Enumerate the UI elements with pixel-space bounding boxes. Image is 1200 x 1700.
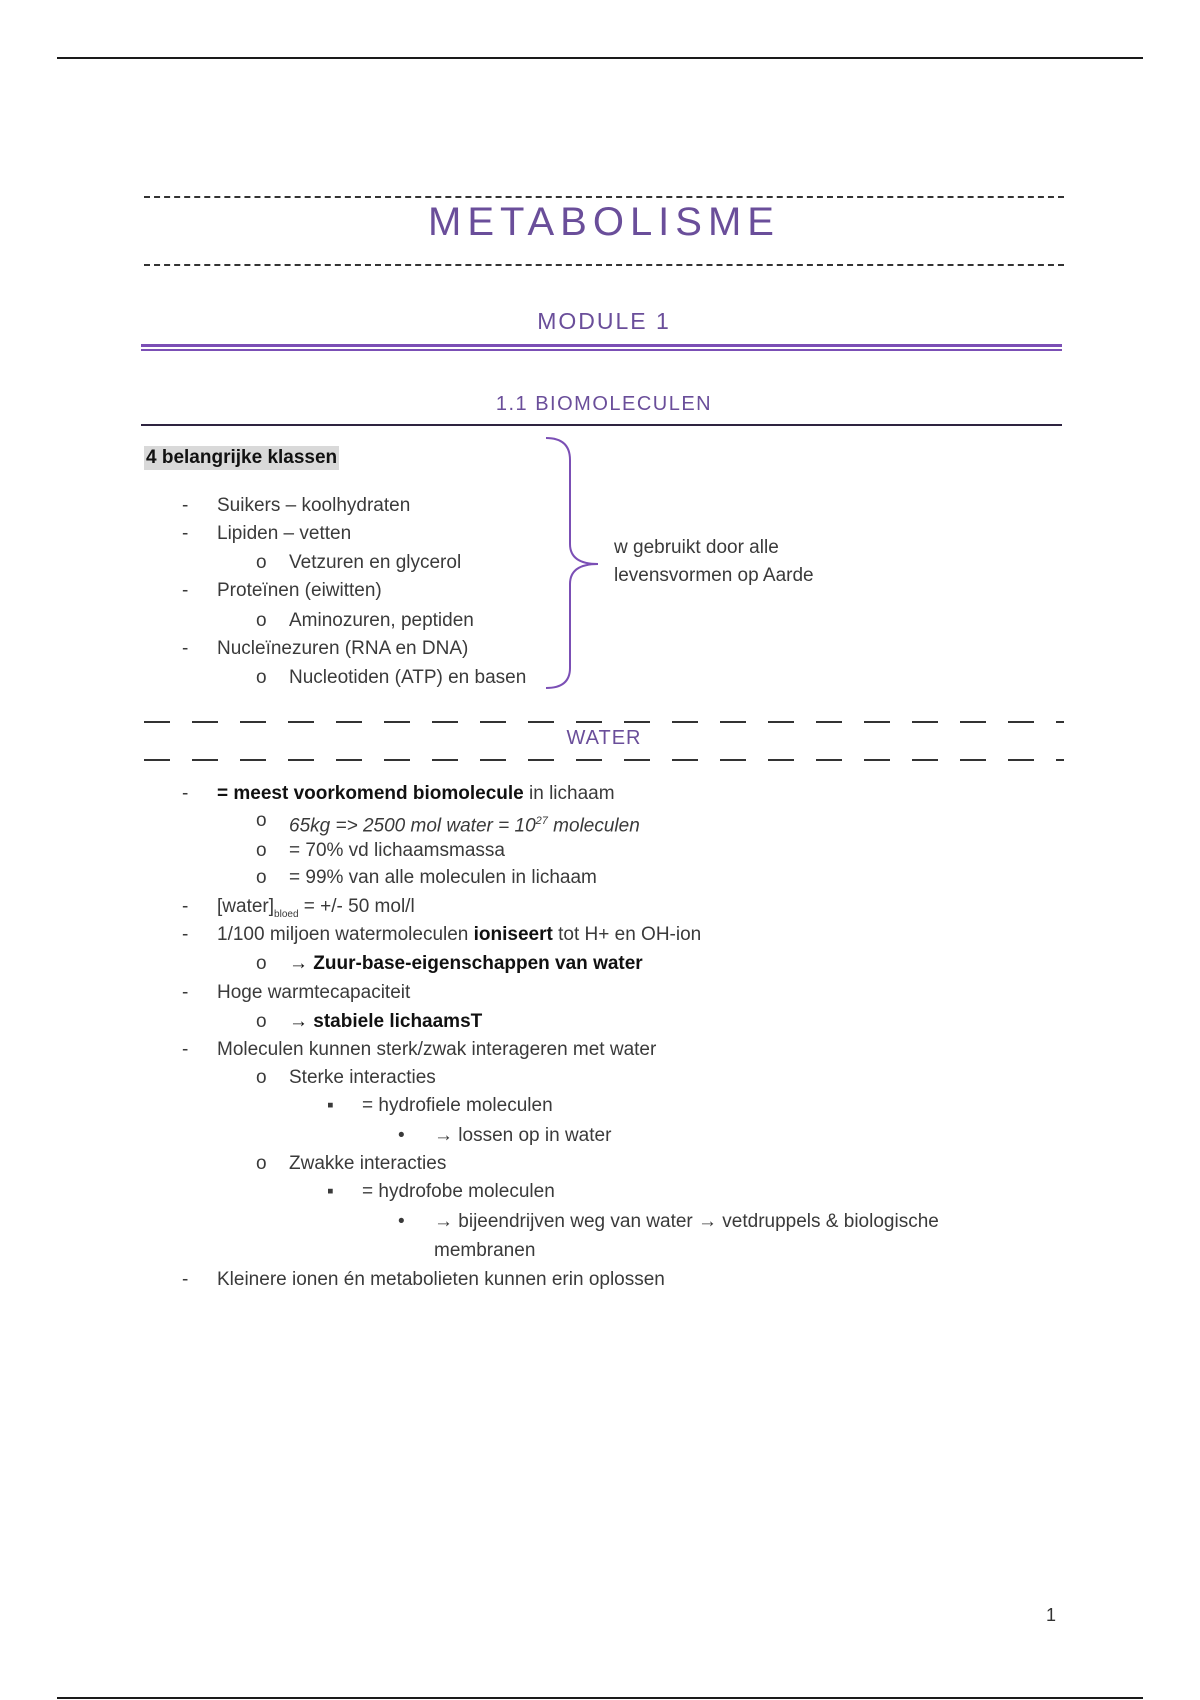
list-marker: - xyxy=(182,982,189,1003)
list-marker: - xyxy=(182,638,189,659)
list-marker: o xyxy=(256,1011,267,1032)
list-item: Hoge warmtecapaciteit xyxy=(217,982,411,1003)
list-marker: o xyxy=(256,1067,267,1088)
list-marker: • xyxy=(398,1211,405,1232)
list-marker: ▪ xyxy=(327,1095,334,1116)
list-item xyxy=(289,809,640,838)
section-rule xyxy=(141,424,1062,426)
list-marker: o xyxy=(256,610,267,631)
list-marker: - xyxy=(182,783,189,804)
klassen-heading: 4 belangrijke klassen xyxy=(146,447,338,468)
superscript: 27 xyxy=(535,815,548,827)
list-item: Kleinere ionen én metabolieten kunnen erin oplossen xyxy=(217,1269,665,1290)
list-marker: o xyxy=(256,552,267,573)
list-item: Suikers – koolhydraten xyxy=(217,495,411,516)
brace-note-line1: w gebruikt door alle xyxy=(614,537,779,558)
emphasis: ioniseert xyxy=(473,924,553,945)
list-marker: - xyxy=(182,580,189,601)
list-item xyxy=(217,923,701,947)
list-item: Aminozuren, peptiden xyxy=(289,610,474,631)
module-rule-thin xyxy=(141,349,1062,351)
list-marker: o xyxy=(256,840,267,861)
list-item-continuation: membranen xyxy=(434,1240,536,1261)
list-item: = hydrofiele moleculen xyxy=(362,1095,553,1116)
module-heading: MODULE 1 xyxy=(537,308,671,334)
list-item: Vetzuren en glycerol xyxy=(289,552,462,573)
list-item: Lipiden – vetten xyxy=(217,523,352,544)
list-item: = 70% vd lichaamsmassa xyxy=(289,840,505,861)
header-rule xyxy=(57,57,1143,59)
list-marker: - xyxy=(182,1039,189,1060)
list-item: Moleculen kunnen sterk/zwak interageren met water xyxy=(217,1039,657,1060)
list-marker: o xyxy=(256,953,267,974)
emphasis: = meest voorkomend biomolecule xyxy=(217,783,524,804)
list-item: Nucleotiden (ATP) en basen xyxy=(289,667,527,688)
list-item: Proteïnen (eiwitten) xyxy=(217,580,382,601)
list-marker: ▪ xyxy=(327,1181,334,1202)
list-marker: - xyxy=(182,495,189,516)
text: in lichaam xyxy=(523,783,615,804)
title-dash-bottom xyxy=(144,264,1064,266)
list-item: Sterke interacties xyxy=(289,1067,436,1088)
text: 65kg => 2500 mol water = 10 xyxy=(289,815,536,837)
water-heading: WATER xyxy=(566,727,642,749)
list-marker: o xyxy=(256,867,267,888)
subscript: bloed xyxy=(274,908,299,920)
list-item: → stabiele lichaamsT xyxy=(289,1011,483,1032)
list-marker: - xyxy=(182,523,189,544)
list-item: → Zuur-base-eigenschappen van water xyxy=(289,953,643,974)
list-marker: o xyxy=(256,810,267,831)
list-item: → bijeendrijven weg van water → vetdruppels & biologische xyxy=(434,1211,939,1232)
text: = +/- 50 mol/l xyxy=(298,896,415,917)
section-heading: 1.1 BIOMOLECULEN xyxy=(495,393,713,415)
module-rule-thick xyxy=(141,344,1062,347)
list-marker: o xyxy=(256,667,267,688)
text: [water] xyxy=(217,896,275,917)
document-title: METABOLISME xyxy=(428,200,780,244)
list-marker: - xyxy=(182,896,189,917)
list-marker: o xyxy=(256,1153,267,1174)
list-marker: • xyxy=(398,1125,405,1146)
brace-note-line2: levensvormen op Aarde xyxy=(614,565,814,586)
list-marker: - xyxy=(182,924,189,945)
list-item: Zwakke interacties xyxy=(289,1153,447,1174)
list-item: = 99% van alle moleculen in lichaam xyxy=(289,867,597,888)
list-marker: - xyxy=(182,1269,189,1290)
list-item xyxy=(217,782,615,806)
page-number: 1 xyxy=(1046,1605,1057,1625)
water-dash-top xyxy=(144,721,1064,723)
text: tot H+ en OH-ion xyxy=(552,924,702,945)
footer-rule xyxy=(57,1697,1143,1699)
text: 1/100 miljoen watermoleculen xyxy=(217,924,474,945)
list-item: Nucleïnezuren (RNA en DNA) xyxy=(217,638,469,659)
title-dash-top xyxy=(144,196,1064,198)
brace-note xyxy=(614,534,814,590)
text: moleculen xyxy=(547,815,640,837)
water-dash-bottom xyxy=(144,759,1064,761)
list-item: = hydrofobe moleculen xyxy=(362,1181,555,1202)
curly-brace xyxy=(540,436,600,692)
list-item: → lossen op in water xyxy=(434,1125,612,1146)
